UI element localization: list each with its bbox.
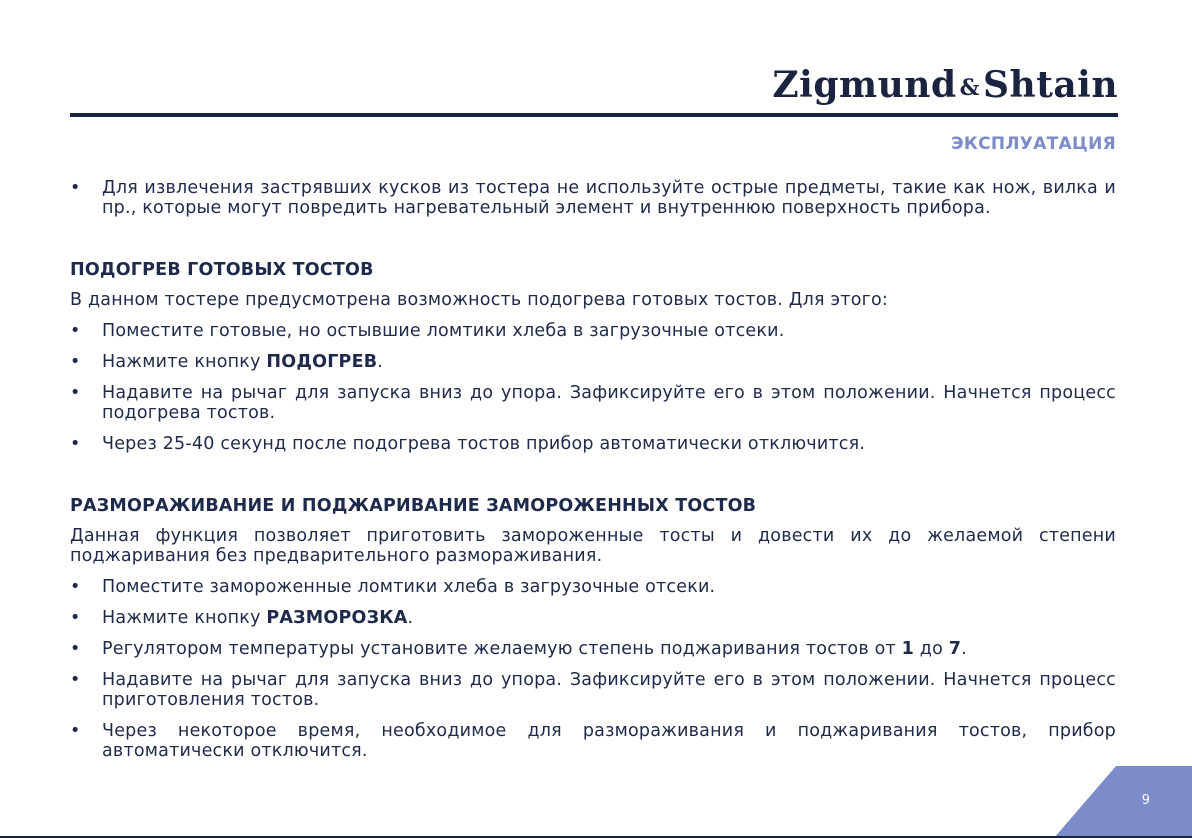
list-item <box>70 608 1116 628</box>
reheat-list <box>70 321 1116 454</box>
list-item: • Через 25-40 секунд после подогрева тостов прибор автоматически отключится. <box>70 434 1116 454</box>
brand-logo <box>772 64 1118 106</box>
defrost-intro: Данная функция позволяет приготовить замороженные тосты и довести их до желаемой степени поджаривания без предварительного размораживания. <box>70 526 1116 566</box>
list-item <box>70 352 1116 372</box>
list-item-text: Нажмите кнопку <box>102 608 267 628</box>
button-name-reheat: ПОДОГРЕВ <box>266 352 378 372</box>
intro-list <box>70 178 1116 218</box>
page-corner-decoration <box>1054 766 1192 838</box>
list-item-text: . <box>961 639 967 659</box>
level-min: 1 <box>901 639 915 659</box>
spacer <box>70 465 1116 496</box>
defrost-heading: РАЗМОРАЖИВАНИЕ И ПОДЖАРИВАНИЕ ЗАМОРОЖЕННЫХ ТОСТОВ <box>70 496 757 516</box>
button-name-defrost: РАЗМОРОЗКА <box>266 608 408 628</box>
list-item: • Надавите на рычаг для запуска вниз до упора. Зафиксируйте его в этом положении. Начнется процесс подогрева тостов. <box>70 383 1116 423</box>
section-label: ЭКСПЛУАТАЦИЯ <box>951 134 1116 154</box>
list-item-text: . <box>377 352 384 372</box>
list-item: • Надавите на рычаг для запуска вниз до упора. Зафиксируйте его в этом положении. Начнется процесс приготовления тостов. <box>70 670 1116 710</box>
list-item: • Поместите готовые, но остывшие ломтики хлеба в загрузочные отсеки. <box>70 321 1116 341</box>
list-item-text: Нажмите кнопку <box>102 352 267 372</box>
logo-text-second: Shtain <box>983 64 1118 106</box>
reheat-heading: ПОДОГРЕВ ГОТОВЫХ ТОСТОВ <box>70 260 374 280</box>
page-number: 9 <box>1141 793 1150 808</box>
list-item: • Для извлечения застрявших кусков из тостера не используйте острые предметы, такие как нож, вилка и пр., которые могут повредить нагревательный элемент и внутреннюю поверхность прибора. <box>70 178 1116 218</box>
page-content <box>70 178 1116 772</box>
spacer <box>70 229 1116 260</box>
logo-text-first: Zigmund <box>772 64 957 106</box>
defrost-list <box>70 577 1116 761</box>
list-item-text: . <box>407 608 414 628</box>
level-max: 7 <box>948 639 962 659</box>
list-item-text: до <box>914 639 949 659</box>
list-item: • Поместите замороженные ломтики хлеба в загрузочные отсеки. <box>70 577 1116 597</box>
header-divider <box>70 113 1118 117</box>
list-item: • Через некоторое время, необходимое для размораживания и поджаривания тостов, прибор автоматически отключится. <box>70 721 1116 761</box>
list-item-text: Регулятором температуры установите желаемую степень поджаривания тостов от <box>102 639 902 659</box>
reheat-intro: В данном тостере предусмотрена возможность подогрева готовых тостов. Для этого: <box>70 290 888 310</box>
logo-ampersand: & <box>959 75 981 101</box>
list-item <box>70 639 1116 659</box>
